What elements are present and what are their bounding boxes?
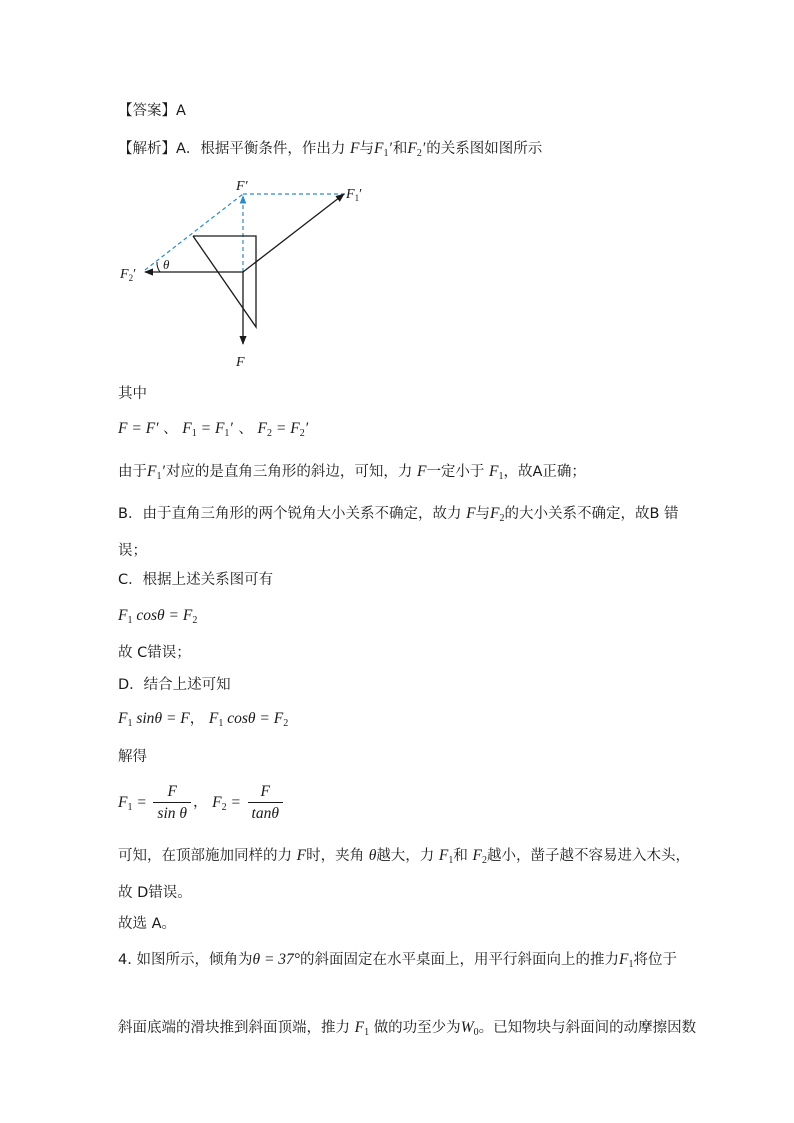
- q4-text-d: 斜面底端的滑块推到斜面顶端，推力: [118, 1020, 350, 1036]
- math-F2: $F_2$: [490, 505, 505, 524]
- intro-text-a: A．根据平衡条件，作出力: [176, 141, 346, 157]
- d-conclusion-line: [118, 846, 690, 871]
- answer-line: [118, 101, 186, 121]
- b-text-c: 的大小关系不确定，故B 错: [504, 506, 679, 522]
- eq-c: $F_1$ $\cos\theta = F_2$: [118, 607, 198, 626]
- option-d-line: [118, 675, 231, 695]
- analysis-intro: [118, 139, 542, 164]
- qizhong-text: 其中: [118, 386, 147, 402]
- math-F: F: [416, 463, 427, 480]
- q4-F1: $F_1$: [618, 951, 634, 970]
- d-conclusion-line2: [118, 883, 192, 903]
- b-text-a: B．由于直角三角形的两个锐角大小关系不确定，故力: [118, 506, 462, 522]
- d-text-b: 可知，在顶部施加同样的力: [118, 848, 292, 864]
- eq-d1: $F_1$ sinθ = F: [118, 710, 190, 729]
- label-theta: θ: [163, 257, 170, 272]
- question-4-line1: [118, 950, 677, 975]
- intro-text-d: 的关系图如图所示: [426, 141, 543, 157]
- d-text-c: 时，夹角: [306, 848, 365, 864]
- label-F: F: [236, 355, 245, 370]
- b-text-b: 与: [475, 506, 491, 522]
- label-F1-prime: $F_1'$: [346, 187, 363, 203]
- sep-1: 、: [163, 421, 178, 437]
- math-F: F: [350, 140, 360, 157]
- b-text-d: 误；: [118, 543, 147, 559]
- c-text-a: C．根据上述关系图可有: [118, 572, 274, 588]
- d-text-a: D．结合上述可知: [118, 677, 231, 693]
- reason-d-text: ，故A正确；: [503, 464, 586, 480]
- math-F2-prime: $F_2'$: [407, 140, 427, 159]
- reason-a-line: [118, 462, 586, 487]
- theta-arc: [157, 262, 160, 272]
- F2-lhs: $F_2$ =: [212, 793, 241, 813]
- intro-text-b: 与: [359, 141, 374, 157]
- option-c-line: [118, 570, 273, 590]
- label-F-prime: F′: [236, 179, 248, 194]
- analysis-label: 【解析】: [118, 141, 176, 157]
- d-text-g: 故 D错误。: [118, 885, 192, 901]
- fraction-equations: [118, 782, 285, 823]
- force-diagram: [0, 172, 794, 372]
- d-text-e: 和: [453, 848, 468, 864]
- math-theta: θ: [368, 847, 377, 864]
- eq-d2: $F_1$ $\cos\theta = F_2$: [208, 710, 289, 729]
- math-F: F: [296, 847, 307, 864]
- q4-theta: θ = 37°: [252, 951, 300, 968]
- sep-2: 、: [238, 421, 253, 437]
- q4-text-a: 4. 如图所示，倾角为: [118, 952, 253, 968]
- eq3: $F_2 = F_2'$: [257, 420, 310, 439]
- c-text-b: 故 C错误；: [118, 645, 191, 661]
- intro-text-c: 和: [392, 141, 408, 157]
- d-text-d: 越大，力: [376, 848, 435, 864]
- reason-c-text: 一定小于: [426, 464, 485, 480]
- comma-2: ，: [193, 794, 208, 811]
- F1-lhs: $F_1$ =: [118, 793, 147, 813]
- select-text: 故选 A。: [118, 916, 177, 932]
- label-F2-prime: $F_2'$: [120, 267, 137, 283]
- math-F1-prime: $F_1'$: [374, 140, 393, 159]
- reason-a-text: 由于: [118, 464, 147, 480]
- q4-W0: $W_0$: [460, 1019, 479, 1038]
- jiede-text: 解得: [118, 749, 147, 765]
- qizhong-line: [118, 384, 147, 404]
- q4-text-b: 的斜面固定在水平桌面上，用平行斜面向上的推力: [299, 952, 619, 968]
- math-F: F: [466, 505, 476, 522]
- wedge-triangle: [193, 236, 256, 327]
- question-4-line2: [118, 1018, 696, 1043]
- math-F1p: $F_1'$: [147, 463, 166, 482]
- d-text-f: 越小，凿子越不容易进入木头，: [486, 848, 690, 864]
- comma-1: ，: [189, 711, 205, 727]
- math-F2: $F_2$: [472, 847, 487, 866]
- fraction-F-over-tan: $\frac{F}{\tan\theta}$: [248, 782, 283, 823]
- option-b-line2: [118, 541, 147, 561]
- math-F1: $F_1$: [489, 463, 504, 482]
- fraction-F-over-sin: $\frac{F}{\text{sin θ}}$: [153, 782, 191, 823]
- q4-F1b: $F_1$: [354, 1019, 370, 1038]
- c-conclusion: [118, 643, 191, 663]
- d-equations: [118, 709, 288, 734]
- eq1: F = F′: [118, 420, 159, 437]
- math-F1: $F_1$: [438, 847, 454, 866]
- c-equation: [118, 606, 197, 631]
- q4-text-c: 将位于: [633, 952, 677, 968]
- eq2: $F_1 = F_1'$: [182, 420, 234, 439]
- q4-text-e: 做的功至少为: [373, 1020, 461, 1036]
- jiede-line: [118, 747, 147, 767]
- dashed-diagonal: [145, 194, 243, 270]
- select-line: [118, 914, 176, 934]
- arrow-F1-prime: [243, 194, 344, 272]
- option-b-line: [118, 504, 679, 529]
- q4-text-f: 。已知物块与斜面间的动摩擦因数: [478, 1020, 697, 1036]
- reason-b-text: 对应的是直角三角形的斜边，可知，力: [165, 464, 413, 480]
- equalities-line: [118, 419, 309, 444]
- answer-value: A: [176, 103, 186, 119]
- answer-label: 【答案】: [118, 103, 176, 119]
